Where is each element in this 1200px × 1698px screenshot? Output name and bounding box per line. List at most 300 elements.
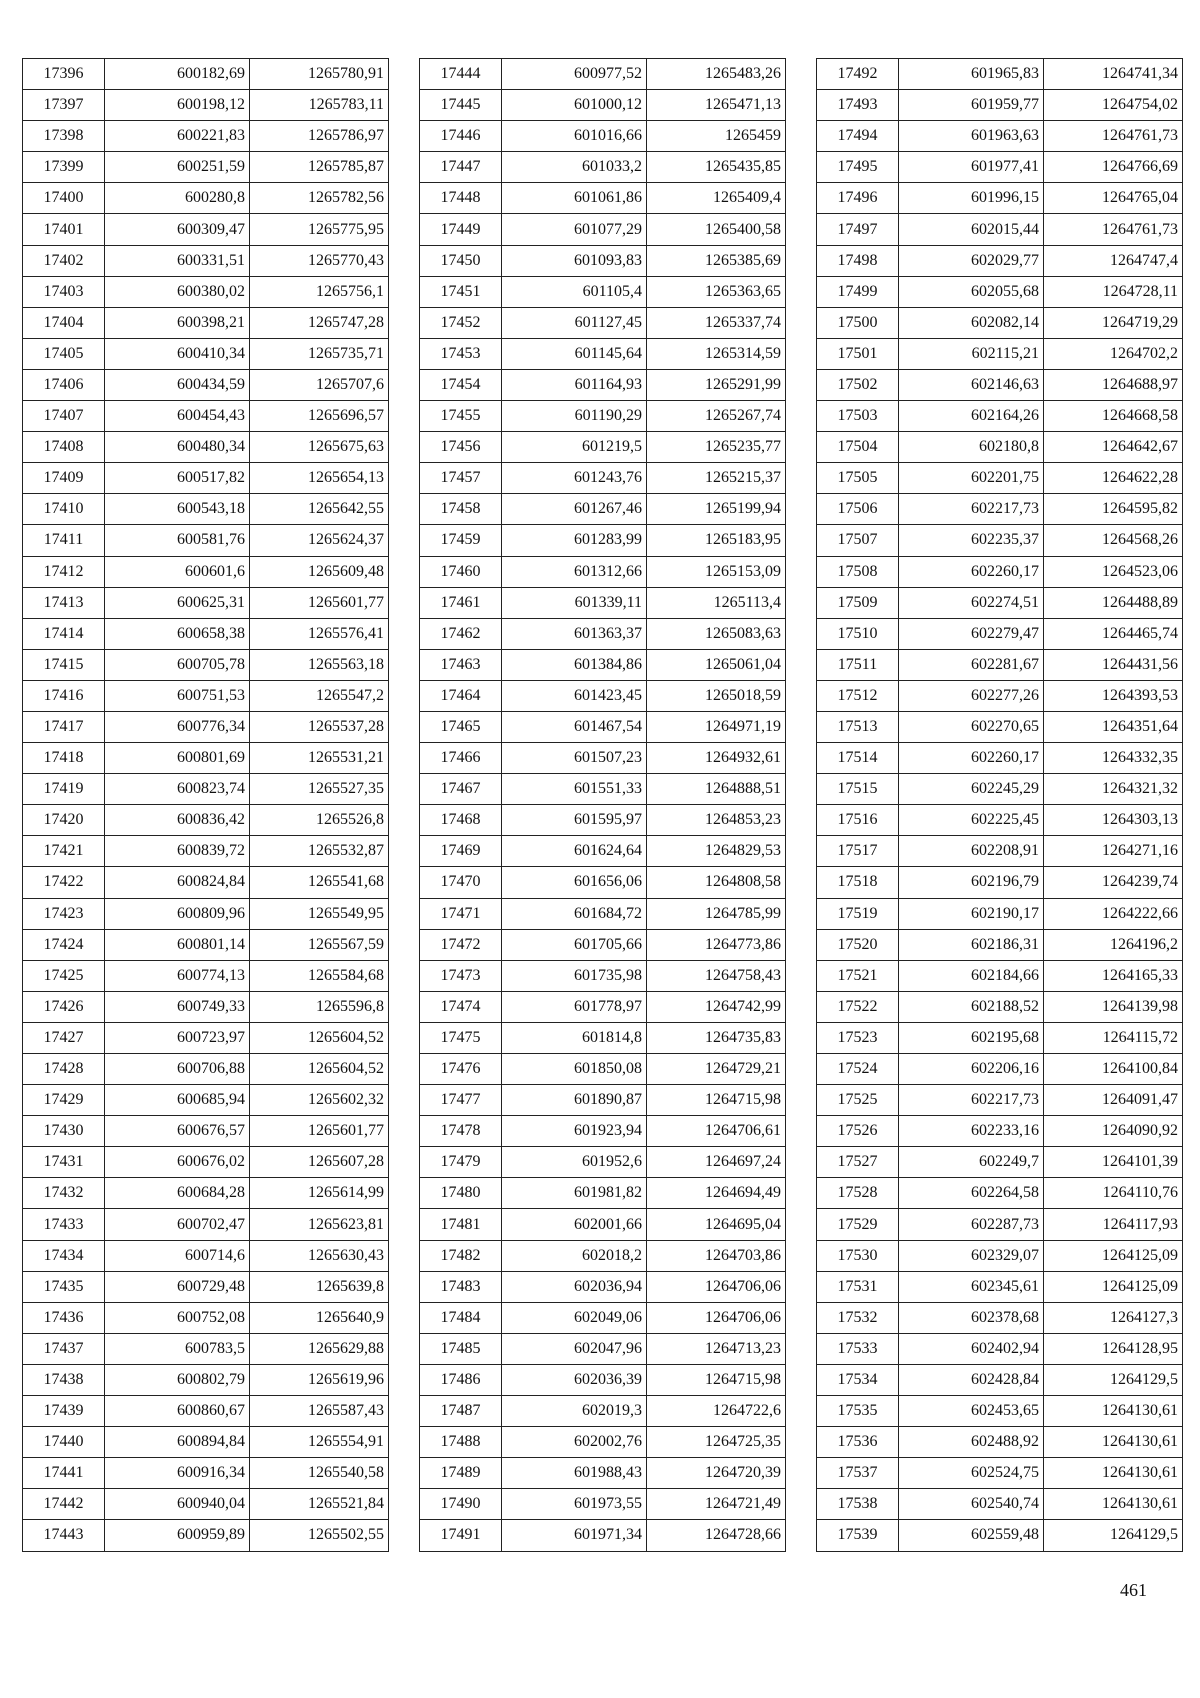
y-coordinate-cell: 1264765,04 [1044,183,1183,214]
point-number-cell: 17413 [23,587,105,618]
y-coordinate-cell: 1264239,74 [1044,867,1183,898]
table-row [23,1396,389,1427]
point-number-cell: 17536 [817,1427,899,1458]
point-number-cell: 17489 [420,1458,502,1489]
point-number-cell: 17397 [23,90,105,121]
table-row [817,463,1183,494]
y-coordinate-cell: 1265609,48 [250,556,389,587]
x-coordinate-cell: 601971,34 [502,1520,647,1551]
y-coordinate-cell: 1264742,99 [647,991,786,1022]
x-coordinate-cell: 600543,18 [105,494,250,525]
table-row [817,649,1183,680]
x-coordinate-cell: 600706,88 [105,1054,250,1085]
point-number-cell: 17421 [23,836,105,867]
x-coordinate-cell: 600702,47 [105,1209,250,1240]
y-coordinate-cell: 1265549,95 [250,898,389,929]
table-row [817,59,1183,90]
y-coordinate-cell: 1265199,94 [647,494,786,525]
x-coordinate-cell: 601952,6 [502,1147,647,1178]
y-coordinate-cell: 1265083,63 [647,618,786,649]
point-number-cell: 17500 [817,307,899,338]
table-row [23,991,389,1022]
table-row [817,307,1183,338]
table-row [817,1022,1183,1053]
y-coordinate-cell: 1265113,4 [647,587,786,618]
x-coordinate-cell: 600251,59 [105,152,250,183]
x-coordinate-cell: 601423,45 [502,680,647,711]
y-coordinate-cell: 1265584,68 [250,960,389,991]
table-row [420,1396,786,1427]
x-coordinate-cell: 600581,76 [105,525,250,556]
point-number-cell: 17479 [420,1147,502,1178]
x-coordinate-cell: 600809,96 [105,898,250,929]
y-coordinate-cell: 1264125,09 [1044,1240,1183,1271]
y-coordinate-cell: 1264130,61 [1044,1427,1183,1458]
point-number-cell: 17510 [817,618,899,649]
table-row [817,338,1183,369]
point-number-cell: 17453 [420,338,502,369]
x-coordinate-cell: 601977,41 [899,152,1044,183]
x-coordinate-cell: 601595,97 [502,805,647,836]
y-coordinate-cell: 1265607,28 [250,1147,389,1178]
table-row [420,836,786,867]
y-coordinate-cell: 1265435,85 [647,152,786,183]
point-number-cell: 17401 [23,214,105,245]
point-number-cell: 17498 [817,245,899,276]
x-coordinate-cell: 600221,83 [105,121,250,152]
x-coordinate-cell: 602036,94 [502,1271,647,1302]
x-coordinate-cell: 602018,2 [502,1240,647,1271]
y-coordinate-cell: 1265537,28 [250,711,389,742]
point-number-cell: 17420 [23,805,105,836]
x-coordinate-cell: 602524,75 [899,1458,1044,1489]
x-coordinate-cell: 600331,51 [105,245,250,276]
table-row [420,401,786,432]
table-row [817,214,1183,245]
x-coordinate-cell: 600705,78 [105,649,250,680]
point-number-cell: 17516 [817,805,899,836]
x-coordinate-cell: 601127,45 [502,307,647,338]
table-row [420,152,786,183]
table-row [817,805,1183,836]
table-row [420,1240,786,1271]
y-coordinate-cell: 1264321,32 [1044,774,1183,805]
coordinate-table-2 [419,58,786,1552]
x-coordinate-cell: 601684,72 [502,898,647,929]
table-row [420,276,786,307]
x-coordinate-cell: 602540,74 [899,1489,1044,1520]
point-number-cell: 17409 [23,463,105,494]
point-number-cell: 17504 [817,432,899,463]
x-coordinate-cell: 601705,66 [502,929,647,960]
point-number-cell: 17481 [420,1209,502,1240]
point-number-cell: 17484 [420,1302,502,1333]
y-coordinate-cell: 1265532,87 [250,836,389,867]
x-coordinate-cell: 601283,99 [502,525,647,556]
point-number-cell: 17492 [817,59,899,90]
point-number-cell: 17468 [420,805,502,836]
y-coordinate-cell: 1265576,41 [250,618,389,649]
x-coordinate-cell: 601219,5 [502,432,647,463]
y-coordinate-cell: 1265640,9 [250,1302,389,1333]
y-coordinate-cell: 1264431,56 [1044,649,1183,680]
x-coordinate-cell: 600714,6 [105,1240,250,1271]
y-coordinate-cell: 1265785,87 [250,152,389,183]
point-number-cell: 17400 [23,183,105,214]
table-row [420,556,786,587]
point-number-cell: 17482 [420,1240,502,1271]
x-coordinate-cell: 601016,66 [502,121,647,152]
y-coordinate-cell: 1265527,35 [250,774,389,805]
point-number-cell: 17465 [420,711,502,742]
table-row [420,214,786,245]
table-row [420,649,786,680]
y-coordinate-cell: 1265363,65 [647,276,786,307]
x-coordinate-cell: 600676,57 [105,1116,250,1147]
x-coordinate-cell: 602217,73 [899,494,1044,525]
point-number-cell: 17478 [420,1116,502,1147]
table-row [420,711,786,742]
table-row [420,1022,786,1053]
table-row [23,214,389,245]
point-number-cell: 17447 [420,152,502,183]
point-number-cell: 17462 [420,618,502,649]
point-number-cell: 17495 [817,152,899,183]
table-row [420,245,786,276]
x-coordinate-cell: 602277,26 [899,680,1044,711]
point-number-cell: 17491 [420,1520,502,1551]
x-coordinate-cell: 602047,96 [502,1333,647,1364]
table-row [817,1116,1183,1147]
point-number-cell: 17461 [420,587,502,618]
x-coordinate-cell: 600959,89 [105,1520,250,1551]
point-number-cell: 17451 [420,276,502,307]
point-number-cell: 17425 [23,960,105,991]
x-coordinate-cell: 601033,2 [502,152,647,183]
y-coordinate-cell: 1265596,8 [250,991,389,1022]
table-row [420,463,786,494]
point-number-cell: 17501 [817,338,899,369]
x-coordinate-cell: 601384,86 [502,649,647,680]
table-row [420,929,786,960]
point-number-cell: 17424 [23,929,105,960]
y-coordinate-cell: 1264888,51 [647,774,786,805]
y-coordinate-cell: 1265602,32 [250,1085,389,1116]
x-coordinate-cell: 602249,7 [899,1147,1044,1178]
x-coordinate-cell: 602082,14 [899,307,1044,338]
point-number-cell: 17488 [420,1427,502,1458]
point-number-cell: 17531 [817,1271,899,1302]
point-number-cell: 17506 [817,494,899,525]
point-number-cell: 17396 [23,59,105,90]
y-coordinate-cell: 1264722,6 [647,1396,786,1427]
table-row [23,245,389,276]
point-number-cell: 17512 [817,680,899,711]
x-coordinate-cell: 600801,14 [105,929,250,960]
point-number-cell: 17406 [23,369,105,400]
x-coordinate-cell: 600380,02 [105,276,250,307]
y-coordinate-cell: 1265314,59 [647,338,786,369]
x-coordinate-cell: 600776,34 [105,711,250,742]
table-row [817,276,1183,307]
y-coordinate-cell: 1265770,43 [250,245,389,276]
table-row [23,1178,389,1209]
y-coordinate-cell: 1264729,21 [647,1054,786,1085]
x-coordinate-cell: 602180,8 [899,432,1044,463]
y-coordinate-cell: 1264128,95 [1044,1333,1183,1364]
table-row [23,1333,389,1364]
table-row [817,1396,1183,1427]
y-coordinate-cell: 1265471,13 [647,90,786,121]
point-number-cell: 17520 [817,929,899,960]
point-number-cell: 17419 [23,774,105,805]
y-coordinate-cell: 1265337,74 [647,307,786,338]
y-coordinate-cell: 1265235,77 [647,432,786,463]
point-number-cell: 17410 [23,494,105,525]
table-row [23,1116,389,1147]
y-coordinate-cell: 1264523,06 [1044,556,1183,587]
table-row [420,618,786,649]
y-coordinate-cell: 1264694,49 [647,1178,786,1209]
y-coordinate-cell: 1265601,77 [250,587,389,618]
x-coordinate-cell: 600517,82 [105,463,250,494]
y-coordinate-cell: 1265707,6 [250,369,389,400]
table-row [817,836,1183,867]
x-coordinate-cell: 600751,53 [105,680,250,711]
point-number-cell: 17470 [420,867,502,898]
point-number-cell: 17438 [23,1364,105,1395]
point-number-cell: 17511 [817,649,899,680]
point-number-cell: 17469 [420,836,502,867]
table-row [420,1302,786,1333]
x-coordinate-cell: 601624,64 [502,836,647,867]
point-number-cell: 17428 [23,1054,105,1085]
y-coordinate-cell: 1265183,95 [647,525,786,556]
point-number-cell: 17437 [23,1333,105,1364]
x-coordinate-cell: 601339,11 [502,587,647,618]
x-coordinate-cell: 602019,3 [502,1396,647,1427]
x-coordinate-cell: 600410,34 [105,338,250,369]
table-row [23,1022,389,1053]
point-number-cell: 17445 [420,90,502,121]
point-number-cell: 17528 [817,1178,899,1209]
x-coordinate-cell: 602428,84 [899,1364,1044,1395]
point-number-cell: 17525 [817,1085,899,1116]
y-coordinate-cell: 1264622,28 [1044,463,1183,494]
y-coordinate-cell: 1264129,5 [1044,1364,1183,1395]
table-row [420,680,786,711]
table-row [23,836,389,867]
x-coordinate-cell: 602001,66 [502,1209,647,1240]
x-coordinate-cell: 602260,17 [899,743,1044,774]
table-row [420,1085,786,1116]
y-coordinate-cell: 1264101,39 [1044,1147,1183,1178]
point-number-cell: 17430 [23,1116,105,1147]
y-coordinate-cell: 1264725,35 [647,1427,786,1458]
x-coordinate-cell: 602453,65 [899,1396,1044,1427]
y-coordinate-cell: 1265630,43 [250,1240,389,1271]
table-row [817,867,1183,898]
x-coordinate-cell: 601164,93 [502,369,647,400]
point-number-cell: 17459 [420,525,502,556]
table-row [420,960,786,991]
x-coordinate-cell: 602002,76 [502,1427,647,1458]
point-number-cell: 17496 [817,183,899,214]
x-coordinate-cell: 600601,6 [105,556,250,587]
y-coordinate-cell: 1264719,29 [1044,307,1183,338]
point-number-cell: 17416 [23,680,105,711]
point-number-cell: 17523 [817,1022,899,1053]
y-coordinate-cell: 1265153,09 [647,556,786,587]
y-coordinate-cell: 1265639,8 [250,1271,389,1302]
table-row [23,401,389,432]
table-row [817,1489,1183,1520]
y-coordinate-cell: 1264117,93 [1044,1209,1183,1240]
point-number-cell: 17415 [23,649,105,680]
x-coordinate-cell: 600280,8 [105,183,250,214]
point-number-cell: 17538 [817,1489,899,1520]
y-coordinate-cell: 1264695,04 [647,1209,786,1240]
point-number-cell: 17503 [817,401,899,432]
x-coordinate-cell: 602036,39 [502,1364,647,1395]
table-row [23,867,389,898]
table-row [23,183,389,214]
y-coordinate-cell: 1265775,95 [250,214,389,245]
x-coordinate-cell: 601988,43 [502,1458,647,1489]
y-coordinate-cell: 1264829,53 [647,836,786,867]
x-coordinate-cell: 600676,02 [105,1147,250,1178]
point-number-cell: 17499 [817,276,899,307]
x-coordinate-cell: 602164,26 [899,401,1044,432]
point-number-cell: 17507 [817,525,899,556]
y-coordinate-cell: 1264766,69 [1044,152,1183,183]
x-coordinate-cell: 601363,37 [502,618,647,649]
point-number-cell: 17475 [420,1022,502,1053]
point-number-cell: 17535 [817,1396,899,1427]
x-coordinate-cell: 602029,77 [899,245,1044,276]
y-coordinate-cell: 1264130,61 [1044,1396,1183,1427]
table-row [23,898,389,929]
y-coordinate-cell: 1265756,1 [250,276,389,307]
point-number-cell: 17532 [817,1302,899,1333]
point-number-cell: 17487 [420,1396,502,1427]
table-row [817,680,1183,711]
y-coordinate-cell: 1264702,2 [1044,338,1183,369]
point-number-cell: 17412 [23,556,105,587]
table-row [23,929,389,960]
y-coordinate-cell: 1264303,13 [1044,805,1183,836]
y-coordinate-cell: 1265604,52 [250,1054,389,1085]
y-coordinate-cell: 1264932,61 [647,743,786,774]
y-coordinate-cell: 1265654,13 [250,463,389,494]
x-coordinate-cell: 600685,94 [105,1085,250,1116]
table-row [23,556,389,587]
point-number-cell: 17477 [420,1085,502,1116]
table-row [23,1085,389,1116]
coordinate-table-1 [22,58,389,1552]
table-row [817,245,1183,276]
y-coordinate-cell: 1265783,11 [250,90,389,121]
x-coordinate-cell: 602055,68 [899,276,1044,307]
x-coordinate-cell: 602208,91 [899,836,1044,867]
x-coordinate-cell: 601243,76 [502,463,647,494]
point-number-cell: 17502 [817,369,899,400]
x-coordinate-cell: 600752,08 [105,1302,250,1333]
x-coordinate-cell: 602245,29 [899,774,1044,805]
x-coordinate-cell: 602049,06 [502,1302,647,1333]
y-coordinate-cell: 1264127,3 [1044,1302,1183,1333]
table-row [817,1085,1183,1116]
x-coordinate-cell: 602188,52 [899,991,1044,1022]
y-coordinate-cell: 1265780,91 [250,59,389,90]
x-coordinate-cell: 601551,33 [502,774,647,805]
y-coordinate-cell: 1265018,59 [647,680,786,711]
table-row [23,1271,389,1302]
y-coordinate-cell: 1265554,91 [250,1427,389,1458]
point-number-cell: 17467 [420,774,502,805]
x-coordinate-cell: 600182,69 [105,59,250,90]
point-number-cell: 17403 [23,276,105,307]
point-number-cell: 17513 [817,711,899,742]
table-row [23,711,389,742]
point-number-cell: 17454 [420,369,502,400]
table-row [23,960,389,991]
x-coordinate-cell: 602115,21 [899,338,1044,369]
table-row [817,1302,1183,1333]
y-coordinate-cell: 1265400,58 [647,214,786,245]
x-coordinate-cell: 602190,17 [899,898,1044,929]
x-coordinate-cell: 602201,75 [899,463,1044,494]
point-number-cell: 17526 [817,1116,899,1147]
x-coordinate-cell: 601000,12 [502,90,647,121]
y-coordinate-cell: 1264110,76 [1044,1178,1183,1209]
table-row [817,183,1183,214]
x-coordinate-cell: 602233,16 [899,1116,1044,1147]
table-row [817,1364,1183,1395]
x-coordinate-cell: 602345,61 [899,1271,1044,1302]
table-row [817,401,1183,432]
table-row [817,121,1183,152]
table-row [23,307,389,338]
y-coordinate-cell: 1264090,92 [1044,1116,1183,1147]
y-coordinate-cell: 1264697,24 [647,1147,786,1178]
point-number-cell: 17448 [420,183,502,214]
table-row [420,805,786,836]
y-coordinate-cell: 1265563,18 [250,649,389,680]
table-row [817,1147,1183,1178]
y-coordinate-cell: 1264706,61 [647,1116,786,1147]
x-coordinate-cell: 602287,73 [899,1209,1044,1240]
point-number-cell: 17457 [420,463,502,494]
table-row [420,525,786,556]
x-coordinate-cell: 601850,08 [502,1054,647,1085]
x-coordinate-cell: 601778,97 [502,991,647,1022]
point-number-cell: 17534 [817,1364,899,1395]
x-coordinate-cell: 602196,79 [899,867,1044,898]
y-coordinate-cell: 1264332,35 [1044,743,1183,774]
y-coordinate-cell: 1264761,73 [1044,121,1183,152]
y-coordinate-cell: 1264222,66 [1044,898,1183,929]
table-row [817,90,1183,121]
point-number-cell: 17458 [420,494,502,525]
table-row [817,1333,1183,1364]
table-row [23,1302,389,1333]
x-coordinate-cell: 601145,64 [502,338,647,369]
point-number-cell: 17460 [420,556,502,587]
table-row [23,369,389,400]
x-coordinate-cell: 601077,29 [502,214,647,245]
point-number-cell: 17440 [23,1427,105,1458]
